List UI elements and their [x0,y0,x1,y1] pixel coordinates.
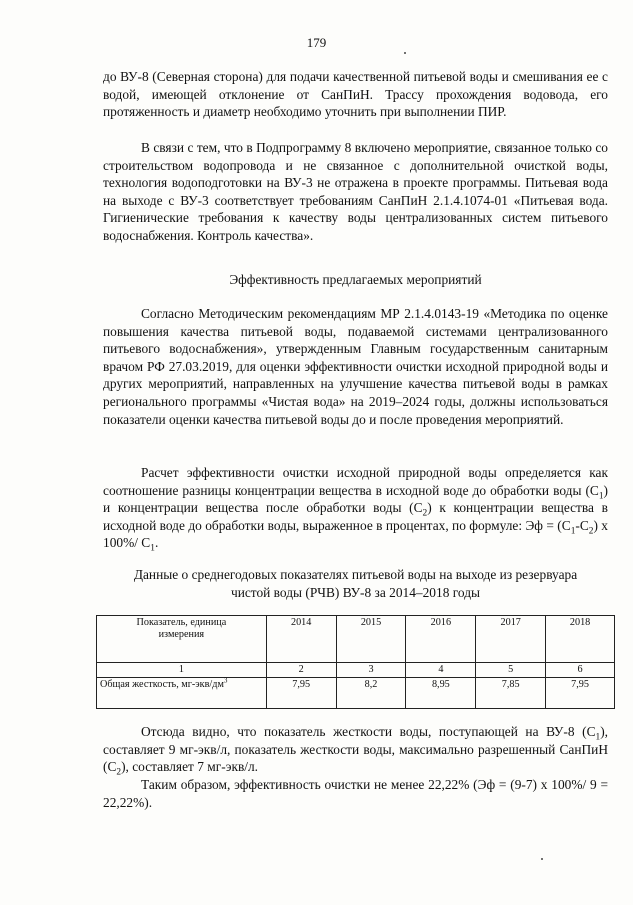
index-cell: 6 [546,663,615,678]
index-cell: 5 [476,663,546,678]
table-header-row [97,616,615,663]
table-index-row [97,663,615,678]
header-year: 2017 [476,616,546,663]
paragraph-6: Таким образом, эффективность очистки не менее 22,22% (Эф = (9-7) х 100%/ 9 = 22,22%). [103,777,608,810]
header-year: 2016 [406,616,476,663]
header-year: 2014 [266,616,336,663]
index-cell: 3 [336,663,406,678]
index-cell: 4 [406,663,476,678]
section-heading: Эффективность предлагаемых мероприятий [229,272,482,287]
index-cell: 2 [266,663,336,678]
paragraph-5: Отсюда видно, что показатель жесткости воды, поступающей на ВУ-8 $(С_1)$, составляет 9 мг-экв/л, показатель жесткости воды, максимально разрешенный СанПиН $(С_2)$, составляет 7 мг-экв/л. [103,724,608,778]
paragraph-3: Согласно Методическим рекомендациям МР 2.1.4.0143-19 «Методика по оценке повышения качества питьевой воды, подаваемой системами централизованного питьевого водоснабжения», утвержденным Главным государственным санитарным врачом РФ 27.03.2019, для оценки эффективности очистки исходной природной воды и других мероприятий, направленных на улучшение качества питьевой воды в рамках регионального программы «Чистая вода» на 2019–2024 годы, должны использоваться показатели оценки качества питьевой воды до и после проведения мероприятий. [103,306,608,427]
paragraph-4: Расчет эффективности очистки исходной природной воды определяется как соотношение разницы концентрации вещества в исходной воде до обработки воды $(С_1)$ и концентрации вещества после обработки воды $(С_2)$ к концентрации вещества в исходной воде до обработки воды, выраженное в процентах, по формуле: Эф = $(С_1-С_2)$ х 100%/ $С_1$. [103,465,608,555]
header-indicator: Показатель, единица измерения [97,616,267,663]
table-caption-line-2: чистой воды (РЧВ) ВУ-8 за 2014–2018 годы [230,584,481,600]
scan-speck [541,858,543,860]
value-cell: 7,95 [266,678,336,709]
row-label: Общая жесткость, $мг-экв/дм^3$ [97,678,267,709]
value-cell: 7,85 [476,678,546,709]
hardness-table [96,615,615,709]
paragraph-1: до ВУ-8 (Северная сторона) для подачи качественной питьевой воды и смешивания ее с водой, имеющей отклонение от СанПиН. Трассу прохождения водовода, его протяженность и диаметр необходимо уточнить при выполнении ПИР. [103,69,608,120]
scan-speck [404,52,406,54]
page-number: 179 [306,35,327,50]
table-caption [103,566,608,601]
table-caption-line-1: Данные о среднегодовых показателях питьевой воды на выходе из резервуара [133,567,578,582]
value-cell: 8,2 [336,678,406,709]
value-cell: 7,95 [546,678,615,709]
header-year: 2018 [546,616,615,663]
index-cell: 1 [97,663,267,678]
header-year: 2015 [336,616,406,663]
table-row [97,678,615,709]
paragraph-2: В связи с тем, что в Подпрограмму 8 включено мероприятие, связанное только со строительством водопровода и не связанное с дополнительной очисткой воды, технология водоподготовки на ВУ-3 не отражена в проекте программы. Питьевая вода на выходе с ВУ-3 соответствует требованиям СанПиН 2.1.4.1074-01 «Питьевая вода. Гигиенические требования к качеству воды централизованных систем питьевого водоснабжения. Контроль качества». [103,140,608,243]
value-cell: 8,95 [406,678,476,709]
